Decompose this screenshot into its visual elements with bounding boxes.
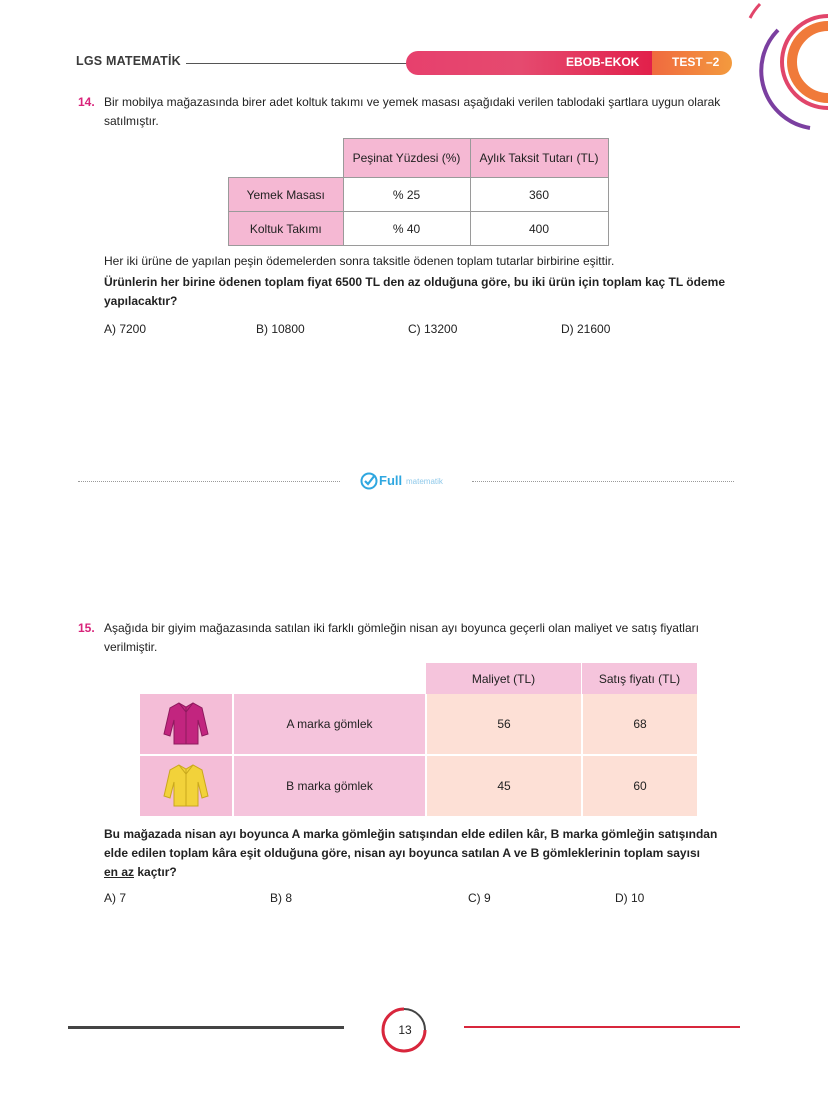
stem-line (104, 863, 734, 882)
table-corner (229, 139, 344, 178)
table-cell: % 40 (343, 212, 470, 246)
row-label: B marka gömlek (232, 756, 425, 818)
shirt-price-table (140, 663, 697, 818)
table-row (140, 694, 697, 756)
question-stem (104, 825, 734, 882)
intro-line: satılmıştır. (104, 114, 159, 128)
separator-line-left (78, 481, 340, 482)
column-header: Maliyet (TL) (425, 663, 581, 694)
option-b[interactable]: B) 10800 (256, 322, 305, 336)
intro-line: verilmiştir. (104, 640, 158, 654)
footer-rule-right (464, 1026, 740, 1028)
check-circle-icon (360, 472, 378, 490)
option-a[interactable]: A) 7 (104, 891, 127, 905)
test-label: TEST –2 (672, 55, 720, 69)
row-label: Koltuk Takımı (229, 212, 344, 246)
question-note: Her iki ürüne de yapılan peşin ödemelerden sonra taksitle ödenen toplam tutarlar birbirine eşittir. (104, 254, 615, 268)
row-label: Yemek Masası (229, 178, 344, 212)
intro-line: Bir mobilya mağazasında birer adet koltuk takımı ve yemek masası aşağıdaki verilen tablodaki şartlara uygun olarak (104, 95, 721, 109)
option-d[interactable]: D) 21600 (561, 322, 611, 336)
table-corner (232, 663, 425, 694)
stem-end: kaçtır? (134, 865, 177, 879)
question-intro (104, 619, 734, 657)
row-label: A marka gömlek (232, 694, 425, 756)
option-d[interactable]: D) 10 (615, 891, 645, 905)
logo-word: Full (379, 473, 403, 488)
table-row (229, 178, 609, 212)
column-header: Peşinat Yüzdesi (%) (343, 139, 470, 178)
stem-line: yapılacaktır? (104, 294, 178, 308)
subject-title: LGS MATEMATİK (76, 54, 181, 68)
corner-arcs-decoration (730, 0, 828, 150)
table-cell: 45 (425, 756, 581, 818)
column-header: Satış fiyatı (TL) (581, 663, 697, 694)
table-row (140, 756, 697, 818)
yellow-shirt-icon (162, 762, 210, 808)
table-row (229, 212, 609, 246)
stem-line: Ürünlerin her birine ödenen toplam fiyat 6500 TL den az olduğuna göre, bu iki ürün için toplam kaç TL ödeme (104, 275, 725, 289)
table-cell: 60 (581, 756, 697, 818)
option-c[interactable]: C) 9 (468, 891, 491, 905)
table-cell: 400 (470, 212, 608, 246)
shirt-image-cell (140, 694, 232, 756)
stem-line: Bu mağazada nisan ayı boyunca A marka gömleğin satışından elde edilen kâr, B marka gömleğin satışından (104, 827, 718, 841)
intro-line: Aşağıda bir giyim mağazasında satılan iki farklı gömleğin nisan ayı boyunca geçerli olan maliyet ve satış fiyatları (104, 621, 699, 635)
stem-line: elde edilen toplam kâra eşit olduğuna göre, nisan ayı boyunca satılan A ve B gömleklerinin toplam sayısı (104, 846, 700, 860)
magenta-shirt-icon (162, 700, 210, 746)
option-b[interactable]: B) 8 (270, 891, 293, 905)
brand-logo (360, 472, 452, 490)
header-rule (186, 63, 408, 64)
column-header: Aylık Taksit Tutarı (TL) (470, 139, 608, 178)
table-cell: % 25 (343, 178, 470, 212)
page-number: 13 (398, 1023, 412, 1037)
emphasis-text: en az (104, 865, 135, 879)
shirt-image-cell (140, 756, 232, 818)
table-cell: 56 (425, 694, 581, 756)
table-cell: 360 (470, 178, 608, 212)
question-intro (104, 93, 734, 131)
table-corner (140, 663, 232, 694)
option-a[interactable]: A) 7200 (104, 322, 147, 336)
separator-line-right (472, 481, 734, 482)
payment-table (228, 138, 609, 246)
question-number: 14. (78, 95, 95, 109)
topic-label: EBOB-EKOK (566, 55, 640, 69)
option-c[interactable]: C) 13200 (408, 322, 458, 336)
question-stem (104, 273, 734, 311)
logo-subword: matematik (406, 477, 443, 486)
table-cell: 68 (581, 694, 697, 756)
footer-rule-left (68, 1026, 344, 1029)
question-number: 15. (78, 621, 95, 635)
